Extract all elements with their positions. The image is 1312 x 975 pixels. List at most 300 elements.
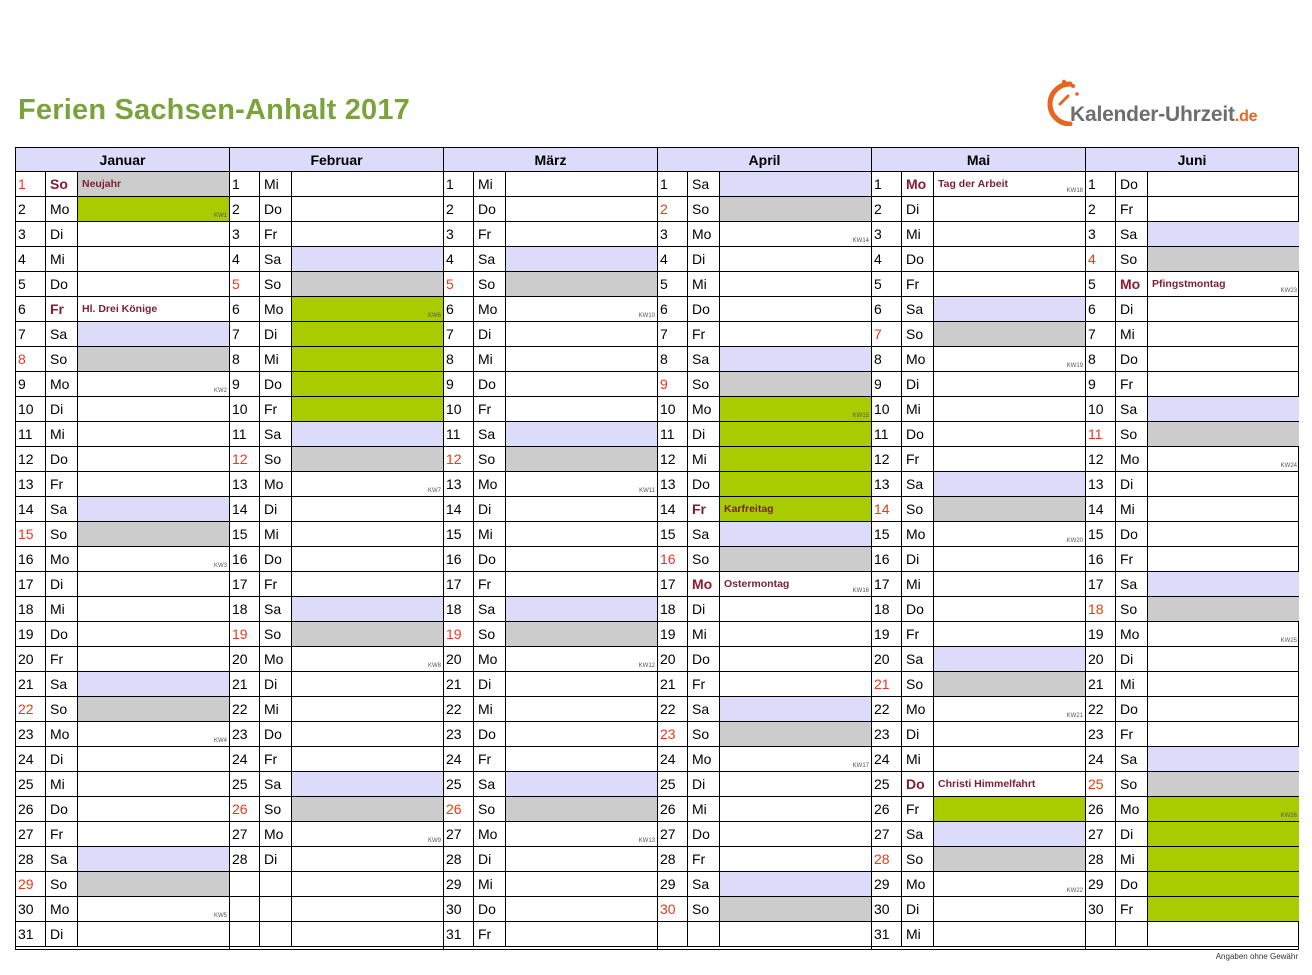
day-row[interactable]: [16, 672, 229, 697]
day-row[interactable]: [230, 422, 443, 447]
day-row[interactable]: [230, 247, 443, 272]
day-row[interactable]: [230, 172, 443, 197]
day-row[interactable]: [230, 672, 443, 697]
day-number: 16: [230, 547, 260, 571]
day-row[interactable]: [658, 797, 871, 822]
day-row[interactable]: [658, 747, 871, 772]
day-row[interactable]: [444, 747, 657, 772]
day-row[interactable]: [658, 372, 871, 397]
day-row[interactable]: [230, 472, 443, 497]
day-row[interactable]: [444, 497, 657, 522]
day-row[interactable]: [444, 222, 657, 247]
day-row[interactable]: [444, 397, 657, 422]
day-row[interactable]: [1086, 647, 1299, 672]
logo-text: [1070, 103, 1257, 127]
weekday: Sa: [903, 822, 934, 846]
day-row[interactable]: [444, 347, 657, 372]
day-row[interactable]: [1086, 572, 1299, 597]
day-info-cell: [292, 697, 443, 721]
weekday: Di: [1117, 647, 1148, 671]
day-row[interactable]: [872, 522, 1085, 547]
day-number: 16: [1086, 547, 1116, 571]
weekday: Di: [47, 922, 78, 946]
day-row[interactable]: [444, 897, 657, 922]
day-row[interactable]: [658, 822, 871, 847]
calendar-grid: [15, 147, 1299, 950]
day-row[interactable]: [872, 447, 1085, 472]
month-column-5: [1085, 147, 1299, 950]
day-row[interactable]: [1086, 372, 1299, 397]
day-info-cell: [292, 297, 443, 321]
weekday: Di: [261, 497, 292, 521]
day-row[interactable]: [16, 622, 229, 647]
weekday: Di: [689, 247, 720, 271]
day-row[interactable]: [872, 172, 1085, 197]
day-row[interactable]: [1086, 447, 1299, 472]
day-info-cell: [720, 497, 871, 521]
day-info-cell: [1148, 172, 1299, 196]
day-row[interactable]: [1086, 397, 1299, 422]
day-row[interactable]: [16, 347, 229, 372]
day-row[interactable]: [872, 572, 1085, 597]
day-row[interactable]: [444, 522, 657, 547]
day-row[interactable]: [16, 797, 229, 822]
day-row[interactable]: [872, 872, 1085, 897]
day-row[interactable]: [658, 472, 871, 497]
day-row[interactable]: [230, 797, 443, 822]
day-row[interactable]: [16, 247, 229, 272]
day-row[interactable]: [872, 722, 1085, 747]
day-row[interactable]: [16, 372, 229, 397]
day-row[interactable]: [1086, 897, 1299, 922]
weekday: Mi: [689, 272, 720, 296]
day-info-cell: [78, 847, 229, 871]
day-row[interactable]: [16, 897, 229, 922]
day-number: 9: [872, 372, 902, 396]
day-row[interactable]: [872, 297, 1085, 322]
day-row[interactable]: [444, 372, 657, 397]
day-row[interactable]: [1086, 797, 1299, 822]
day-number: 25: [16, 772, 46, 796]
day-row[interactable]: [658, 197, 871, 222]
day-number: 18: [1086, 597, 1116, 621]
day-row[interactable]: [230, 647, 443, 672]
day-row[interactable]: [658, 897, 871, 922]
weekday: Mo: [689, 747, 720, 771]
day-row[interactable]: [230, 347, 443, 372]
week-number: KW23: [1280, 288, 1297, 294]
day-row[interactable]: [1086, 772, 1299, 797]
day-row[interactable]: [1086, 697, 1299, 722]
day-info-cell: [292, 572, 443, 596]
day-number: 11: [230, 422, 260, 446]
day-row[interactable]: [16, 397, 229, 422]
day-row[interactable]: [444, 422, 657, 447]
day-row[interactable]: [444, 822, 657, 847]
day-row[interactable]: [658, 397, 871, 422]
weekday: Fr: [689, 672, 720, 696]
day-row[interactable]: [16, 697, 229, 722]
day-info-cell: [934, 497, 1085, 521]
month-column-2: [443, 147, 657, 950]
day-row[interactable]: [872, 472, 1085, 497]
day-row[interactable]: [16, 572, 229, 597]
weekday: [261, 897, 292, 921]
day-row[interactable]: [872, 597, 1085, 622]
day-row[interactable]: [16, 722, 229, 747]
day-row[interactable]: [444, 922, 657, 947]
day-row[interactable]: [658, 247, 871, 272]
day-number: 4: [230, 247, 260, 271]
day-row[interactable]: [872, 222, 1085, 247]
day-info-cell: [1148, 447, 1299, 471]
day-row[interactable]: [658, 772, 871, 797]
day-row[interactable]: [230, 872, 443, 897]
day-info-cell: [1148, 397, 1299, 421]
day-row[interactable]: [230, 397, 443, 422]
day-row[interactable]: [230, 197, 443, 222]
day-info-cell: [1148, 672, 1299, 696]
day-row[interactable]: [1086, 922, 1299, 947]
day-info-cell: [78, 172, 229, 196]
day-row[interactable]: [444, 797, 657, 822]
weekday: Sa: [261, 422, 292, 446]
day-row[interactable]: [230, 447, 443, 472]
day-row[interactable]: [1086, 672, 1299, 697]
day-number: 24: [658, 747, 688, 771]
day-number: 20: [872, 647, 902, 671]
weekday: Sa: [1117, 397, 1148, 421]
weekday: Di: [47, 222, 78, 246]
weekday: Do: [1117, 172, 1148, 196]
day-row[interactable]: [230, 222, 443, 247]
day-number: 14: [16, 497, 46, 521]
day-row[interactable]: [16, 472, 229, 497]
weekday: Di: [1117, 822, 1148, 846]
day-row[interactable]: [658, 172, 871, 197]
day-row[interactable]: [444, 297, 657, 322]
day-row[interactable]: [230, 547, 443, 572]
day-row[interactable]: [658, 922, 871, 947]
day-row[interactable]: [16, 322, 229, 347]
day-row[interactable]: [658, 422, 871, 447]
day-row[interactable]: [872, 197, 1085, 222]
day-number: 16: [658, 547, 688, 571]
day-info-cell: [506, 722, 657, 746]
day-info-cell: [934, 672, 1085, 696]
day-row[interactable]: [872, 847, 1085, 872]
day-row[interactable]: [872, 747, 1085, 772]
day-row[interactable]: [872, 822, 1085, 847]
week-number: KW21: [1066, 713, 1083, 719]
day-row[interactable]: [1086, 247, 1299, 272]
day-number: 19: [1086, 622, 1116, 646]
day-row[interactable]: [444, 847, 657, 872]
day-info-cell: [934, 897, 1085, 921]
day-row[interactable]: [230, 272, 443, 297]
day-row[interactable]: [1086, 597, 1299, 622]
day-row[interactable]: [1086, 472, 1299, 497]
weekday: Fr: [903, 622, 934, 646]
day-row[interactable]: [230, 522, 443, 547]
day-row[interactable]: [230, 897, 443, 922]
day-number: 29: [872, 872, 902, 896]
weekday: Sa: [1117, 747, 1148, 771]
page-title: Ferien Sachsen-Anhalt 2017: [18, 94, 411, 126]
day-row[interactable]: [658, 622, 871, 647]
day-row[interactable]: [658, 297, 871, 322]
day-row[interactable]: [16, 522, 229, 547]
day-row[interactable]: [16, 872, 229, 897]
day-number: 16: [16, 547, 46, 571]
day-row[interactable]: [658, 322, 871, 347]
weekday: Fr: [475, 222, 506, 246]
day-row[interactable]: [16, 597, 229, 622]
day-row[interactable]: [872, 397, 1085, 422]
day-number: 4: [872, 247, 902, 271]
day-row[interactable]: [1086, 872, 1299, 897]
day-row[interactable]: [872, 797, 1085, 822]
day-row[interactable]: [872, 247, 1085, 272]
day-row[interactable]: [658, 272, 871, 297]
day-row[interactable]: [872, 272, 1085, 297]
day-row[interactable]: [444, 322, 657, 347]
day-row[interactable]: [872, 672, 1085, 697]
weekday: Mo: [1117, 622, 1148, 646]
day-row[interactable]: [1086, 847, 1299, 872]
day-number: 28: [658, 847, 688, 871]
week-number: KW11: [639, 488, 655, 494]
day-info-cell: [934, 647, 1085, 671]
day-row[interactable]: [658, 522, 871, 547]
day-row[interactable]: [1086, 272, 1299, 297]
day-number: 6: [1086, 297, 1116, 321]
day-info-cell: [78, 622, 229, 646]
day-row[interactable]: [1086, 172, 1299, 197]
day-number: 22: [872, 697, 902, 721]
day-row[interactable]: [444, 722, 657, 747]
day-row[interactable]: [444, 772, 657, 797]
weekday: So: [475, 622, 506, 646]
day-row[interactable]: [872, 322, 1085, 347]
day-row[interactable]: [444, 172, 657, 197]
day-row[interactable]: [444, 597, 657, 622]
day-row[interactable]: [444, 872, 657, 897]
day-row[interactable]: [872, 497, 1085, 522]
day-row[interactable]: [16, 772, 229, 797]
day-number: 12: [16, 447, 46, 471]
day-number: 26: [1086, 797, 1116, 821]
day-row[interactable]: [230, 772, 443, 797]
day-row[interactable]: [16, 297, 229, 322]
day-row[interactable]: [1086, 747, 1299, 772]
day-row[interactable]: [658, 647, 871, 672]
day-row[interactable]: [444, 672, 657, 697]
weekday: Fr: [903, 272, 934, 296]
day-row[interactable]: [444, 272, 657, 297]
day-number: 11: [16, 422, 46, 446]
week-number: KW4: [213, 738, 227, 744]
day-row[interactable]: [16, 197, 229, 222]
day-info-cell: [78, 197, 229, 221]
day-number: [230, 872, 260, 896]
holiday-name: Karfreitag: [724, 503, 774, 515]
day-row[interactable]: [230, 297, 443, 322]
day-row[interactable]: [230, 597, 443, 622]
day-row[interactable]: [658, 447, 871, 472]
day-number: 3: [16, 222, 46, 246]
weekday: Sa: [47, 497, 78, 521]
day-info-cell: [292, 197, 443, 221]
day-row[interactable]: [1086, 297, 1299, 322]
day-row[interactable]: [16, 222, 229, 247]
day-row[interactable]: [16, 497, 229, 522]
day-info-cell: [292, 872, 443, 896]
day-row[interactable]: [658, 672, 871, 697]
day-info-cell: [720, 472, 871, 496]
day-number: 19: [444, 622, 474, 646]
day-row[interactable]: [1086, 197, 1299, 222]
day-row[interactable]: [658, 222, 871, 247]
day-row[interactable]: [230, 722, 443, 747]
day-row[interactable]: [872, 922, 1085, 947]
weekday: Fr: [47, 822, 78, 846]
week-number: KW5: [213, 913, 227, 919]
weekday: Mi: [261, 172, 292, 196]
day-info-cell: [292, 847, 443, 871]
day-number: 15: [1086, 522, 1116, 546]
day-row[interactable]: [230, 572, 443, 597]
day-row[interactable]: [444, 197, 657, 222]
day-row[interactable]: [230, 622, 443, 647]
weekday: So: [903, 497, 934, 521]
week-number: KW9: [427, 838, 441, 844]
day-row[interactable]: [230, 822, 443, 847]
day-row[interactable]: [872, 897, 1085, 922]
day-row[interactable]: [444, 647, 657, 672]
week-number: KW25: [1280, 638, 1297, 644]
day-row[interactable]: [872, 422, 1085, 447]
holiday-name: Hl. Drei Könige: [82, 303, 158, 315]
week-number: KW14: [852, 238, 869, 244]
day-info-cell: [506, 497, 657, 521]
weekday: Di: [689, 597, 720, 621]
day-row[interactable]: [16, 647, 229, 672]
day-row[interactable]: [872, 697, 1085, 722]
day-info-cell: [720, 297, 871, 321]
weekday: Mi: [475, 872, 506, 896]
day-info-cell: [506, 922, 657, 946]
day-row[interactable]: [16, 847, 229, 872]
day-row[interactable]: [872, 347, 1085, 372]
day-row[interactable]: [658, 697, 871, 722]
week-number: KW7: [427, 488, 441, 494]
day-row[interactable]: [1086, 722, 1299, 747]
weekday: Do: [689, 472, 720, 496]
day-row[interactable]: [658, 597, 871, 622]
day-row[interactable]: [658, 572, 871, 597]
day-row[interactable]: [1086, 547, 1299, 572]
day-info-cell: [506, 697, 657, 721]
day-row[interactable]: [16, 272, 229, 297]
day-row[interactable]: [444, 547, 657, 572]
day-row[interactable]: [16, 822, 229, 847]
day-row[interactable]: [1086, 347, 1299, 372]
day-info-cell: [1148, 522, 1299, 546]
day-row[interactable]: [1086, 522, 1299, 547]
day-row[interactable]: [872, 547, 1085, 572]
day-number: 14: [1086, 497, 1116, 521]
month-header: März: [444, 148, 657, 172]
day-row[interactable]: [444, 247, 657, 272]
day-row[interactable]: [444, 622, 657, 647]
day-row[interactable]: [444, 697, 657, 722]
day-row[interactable]: [872, 772, 1085, 797]
day-row[interactable]: [16, 547, 229, 572]
day-row[interactable]: [16, 922, 229, 947]
weekday: So: [1117, 597, 1148, 621]
day-row[interactable]: [658, 847, 871, 872]
day-number: 15: [444, 522, 474, 546]
day-info-cell: [934, 822, 1085, 846]
day-row[interactable]: [230, 747, 443, 772]
day-row[interactable]: [872, 622, 1085, 647]
day-row[interactable]: [16, 422, 229, 447]
day-row[interactable]: [1086, 422, 1299, 447]
weekday: So: [261, 797, 292, 821]
day-number: 18: [230, 597, 260, 621]
day-row[interactable]: [872, 647, 1085, 672]
weekday: Mo: [475, 472, 506, 496]
day-row[interactable]: [230, 497, 443, 522]
day-info-cell: [934, 797, 1085, 821]
day-row[interactable]: [1086, 322, 1299, 347]
brand-logo[interactable]: [1040, 76, 1300, 136]
day-row[interactable]: [444, 572, 657, 597]
weekday: Do: [689, 822, 720, 846]
day-number: 2: [444, 197, 474, 221]
day-row[interactable]: [444, 472, 657, 497]
day-row[interactable]: [658, 497, 871, 522]
day-row[interactable]: [1086, 222, 1299, 247]
day-row[interactable]: [872, 372, 1085, 397]
day-row[interactable]: [230, 372, 443, 397]
day-row[interactable]: [658, 872, 871, 897]
day-row[interactable]: [1086, 497, 1299, 522]
day-row[interactable]: [230, 697, 443, 722]
day-number: 1: [230, 172, 260, 196]
weekday: Do: [1117, 697, 1148, 721]
day-info-cell: [292, 772, 443, 796]
day-row[interactable]: [658, 347, 871, 372]
day-row[interactable]: [658, 722, 871, 747]
day-row[interactable]: [230, 922, 443, 947]
day-row[interactable]: [16, 447, 229, 472]
day-row[interactable]: [658, 547, 871, 572]
day-row[interactable]: [1086, 622, 1299, 647]
day-row[interactable]: [230, 847, 443, 872]
day-row[interactable]: [1086, 822, 1299, 847]
day-info-cell: [720, 797, 871, 821]
day-row[interactable]: [16, 172, 229, 197]
day-info-cell: [1148, 922, 1299, 946]
day-row[interactable]: [16, 747, 229, 772]
day-number: 23: [872, 722, 902, 746]
day-number: 7: [1086, 322, 1116, 346]
day-number: 24: [1086, 747, 1116, 771]
day-row[interactable]: [444, 447, 657, 472]
day-row[interactable]: [230, 322, 443, 347]
